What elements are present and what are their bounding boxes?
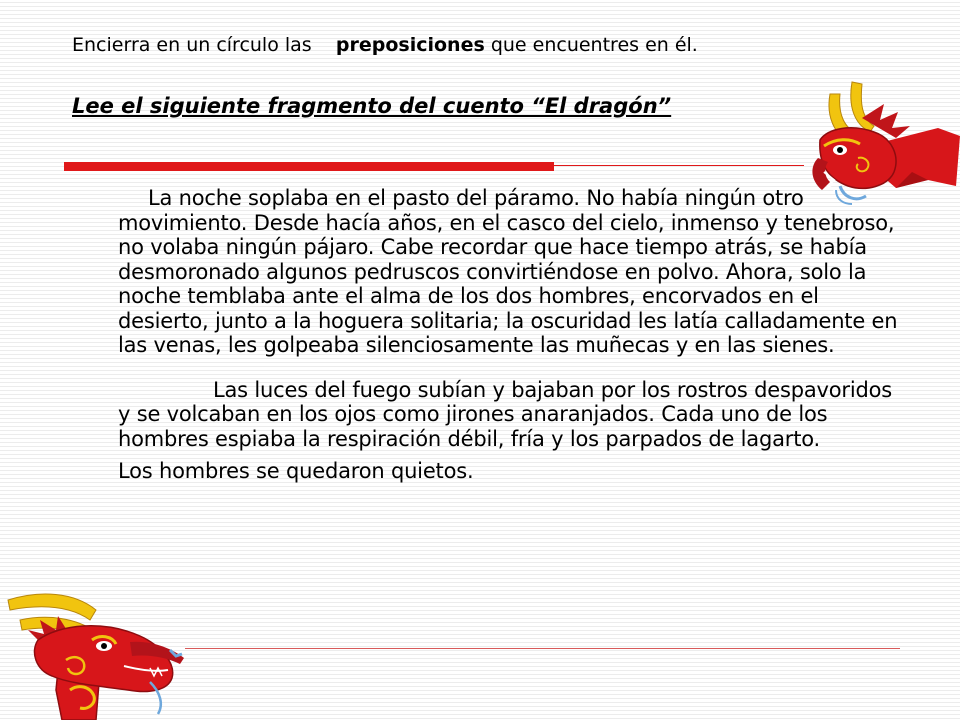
story-fragment — [118, 186, 898, 484]
dragon-head-icon — [800, 76, 960, 206]
paragraph-1: La noche soplaba en el pasto del páramo. No había ningún otro movimiento. Desde hacía años, en el casco del cielo, inmenso y tenebroso, no volaba ningún pájaro. Cabe recordar que hace tiempo atrás, se había desmoronado algunos pedruscos convirtiéndose en polvo. Ahora, solo la noche temblaba ante el alma de los dos hombres, encorvados en el desierto, junto a la hoguera solitaria; la oscuridad les latía calladamente en las venas, les golpeaba silenciosamente las muñecas y en las sienes. — [118, 186, 898, 357]
paragraph-3: Los hombres se quedaron quietos. — [118, 459, 474, 483]
page-title: Lee el siguiente fragmento del cuento “El dragón” — [72, 94, 672, 118]
dragon-head-icon — [0, 580, 190, 720]
title-underline-bar — [64, 162, 554, 171]
instruction-keyword: preposiciones — [335, 34, 485, 56]
paragraph-2: Las luces del fuego subían y bajaban por los rostros despavoridos y se volcaban en los ojos como jirones anaranjados. Cada uno de los hombres espiaba la respiración débil, fría y los parpados de lagarto. — [118, 377, 892, 451]
instruction-text — [72, 34, 698, 56]
footer-line — [185, 648, 900, 649]
title-underline-line — [554, 165, 804, 166]
instruction-after: que encuentres en él. — [490, 34, 698, 56]
instruction-before: Encierra en un círculo las — [72, 34, 312, 56]
